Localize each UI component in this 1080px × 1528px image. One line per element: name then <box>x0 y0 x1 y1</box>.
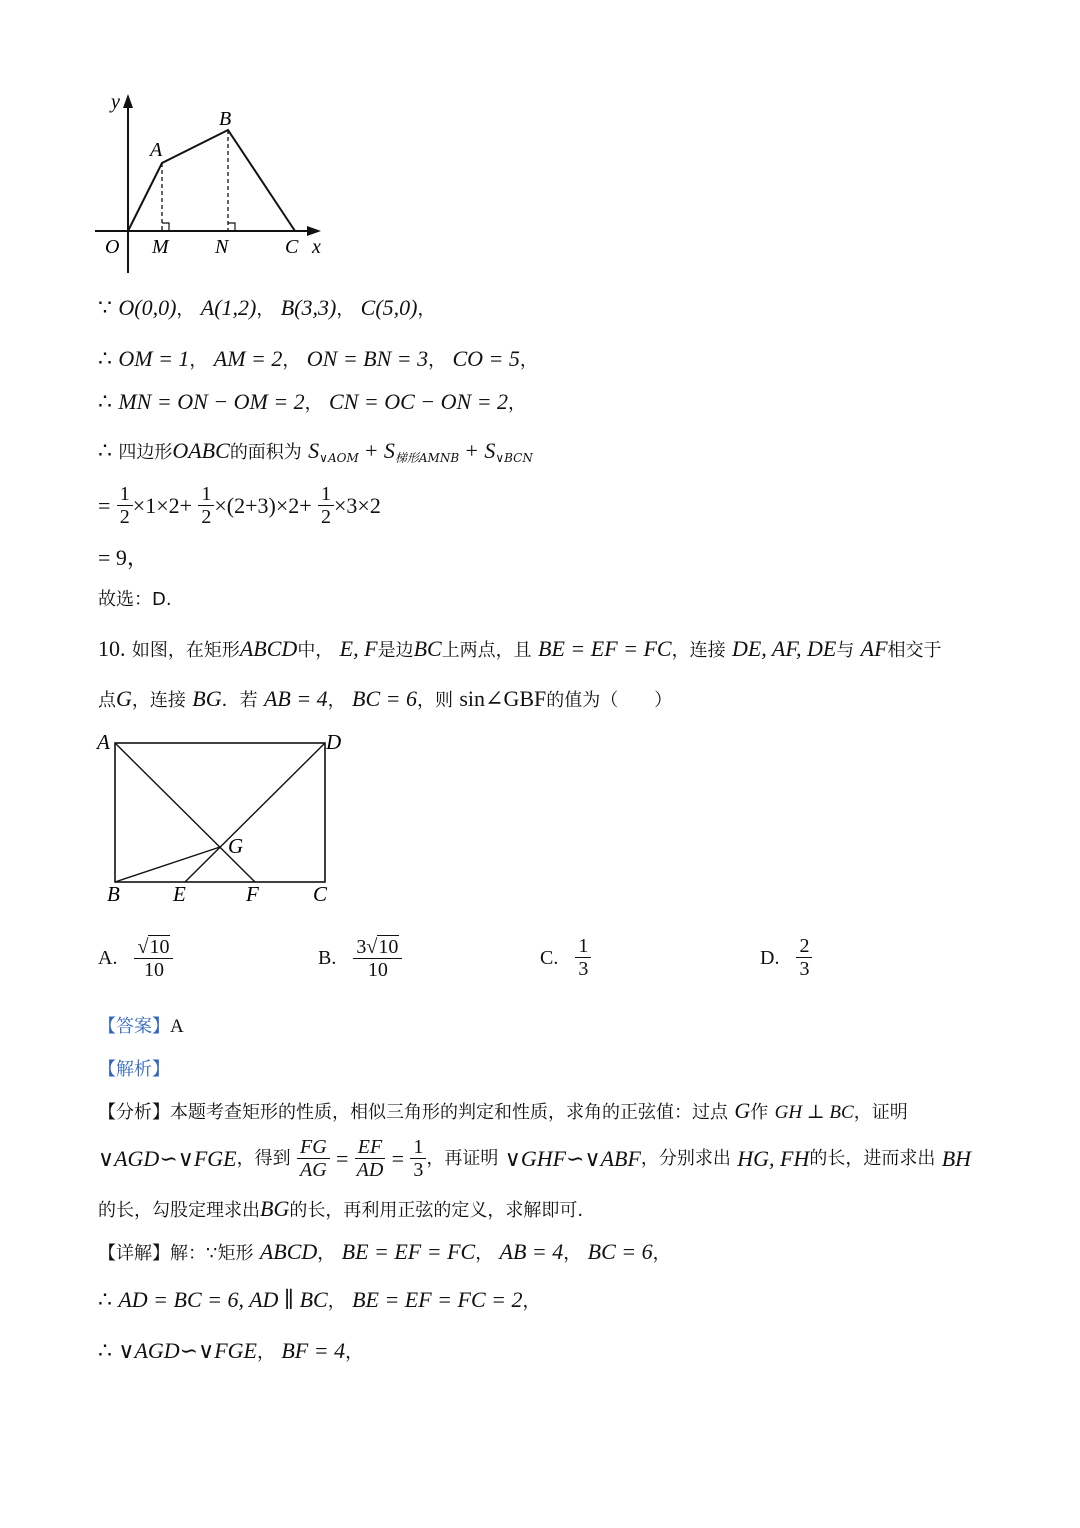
option-d[interactable]: D. $\frac{2}{3}$ <box>760 935 812 981</box>
solution-line-2: ∴ OM = 1， AM = 2， ON = BN = 3， CO = 5， <box>98 346 538 371</box>
label-D: D <box>326 730 342 754</box>
solution-line-7: 故选：D. <box>98 589 172 610</box>
solution-line-4: ∴ 四边形OABC的面积为 $S_{\vee AOM} + S_{梯形AMNB} + S_{\vee BCN}$ <box>98 438 533 465</box>
label-a: A <box>150 139 163 161</box>
answer-line: 【答案】A <box>98 1016 184 1037</box>
detail-line-3: ∴ ∨AGD∽∨FGE， BF = 4， <box>98 1338 364 1363</box>
label-C: C <box>313 882 328 906</box>
detail-line-1: 【详解】解：∵矩形 ABCD， BE = EF = FC， AB = 4， BC = 6， <box>98 1239 671 1264</box>
label-B: B <box>107 882 120 906</box>
detail-line-2: ∴ AD = BC = 6, AD ∥ BC， BE = EF = FC = 2， <box>98 1287 541 1312</box>
option-b[interactable]: B. $\frac{3√10}{10}$ <box>318 935 402 982</box>
label-c: C <box>285 236 299 258</box>
label-o: O <box>105 236 120 258</box>
label-F: F <box>246 882 259 906</box>
coordinate-figure <box>95 88 335 278</box>
solution-line-6: = 9， <box>98 545 149 570</box>
question-10-line-2: 点G，连接 BG．若 AB = 4， BC = 6，则 sin∠GBF的值为（ ） <box>98 686 673 711</box>
label-A: A <box>97 730 110 754</box>
label-y: y <box>111 91 120 113</box>
x-axis-arrow <box>307 226 321 236</box>
segment-af <box>115 743 255 882</box>
analysis-line-3: 的长，勾股定理求出BG的长，再利用正弦的定义，求解即可. <box>98 1196 584 1221</box>
solution-line-5: = $\frac{1}{2}$ ×1×2+ $\frac{1}{2}$ ×(2+3)×2+ $\frac{1}{2}$ ×3×2 <box>98 483 381 528</box>
solution-line-3: ∴ MN = ON − OM = 2， CN = OC − ON = 2， <box>98 389 527 414</box>
analysis-heading: 【解析】 <box>98 1059 170 1080</box>
label-E: E <box>173 882 186 906</box>
question-10-line-1: 10. 如图，在矩形ABCD中， E, F是边BC上两点，且 BE = EF = FC，连接 DE, AF, DE与 AF相交于 <box>98 636 942 661</box>
fraction-half-2: $\frac{1}{2}$ <box>198 483 214 529</box>
segment-bg <box>115 847 220 882</box>
label-m: M <box>152 236 169 258</box>
rectangle-figure <box>95 730 355 910</box>
right-angle-n <box>228 223 235 231</box>
solution-line-1: ∵ O(0,0)， A(1,2)， B(3,3)， C(5,0)， <box>98 295 436 320</box>
option-c[interactable]: C. $\frac{1}{3}$ <box>540 935 591 981</box>
label-n: N <box>215 236 229 258</box>
fraction-half-1: $\frac{1}{2}$ <box>117 483 133 529</box>
segment-de <box>185 743 325 882</box>
label-x: x <box>312 236 321 258</box>
right-angle-m <box>162 223 169 231</box>
y-axis-arrow <box>123 94 133 108</box>
fraction-ef-ad: $\frac{EF}{AD}$ <box>356 1136 384 1181</box>
label-G: G <box>228 834 244 858</box>
analysis-line-2: ∨AGD∽∨FGE，得到 $\frac{FG}{AG}$ = $\frac{EF}{AD}$ = $\frac{1}{3}$ ，再证明 ∨GHF∽∨ABF，分别求出 HG, FH的长，进而求出 BH <box>98 1136 972 1181</box>
fraction-fg-ag: $\frac{FG}{AG}$ <box>297 1136 330 1182</box>
fraction-half-3: $\frac{1}{2}$ <box>318 483 334 529</box>
option-a[interactable]: A. $\frac{√10}{10}$ <box>98 935 173 982</box>
analysis-line-1: 【分析】本题考查矩形的性质，相似三角形的判定和性质，求角的正弦值：过点 G作 GH ⊥ BC，证明 <box>98 1098 908 1123</box>
fraction-one-third: $\frac{1}{3}$ <box>410 1136 426 1182</box>
label-b: B <box>219 108 232 130</box>
rect-abcd <box>115 743 325 882</box>
